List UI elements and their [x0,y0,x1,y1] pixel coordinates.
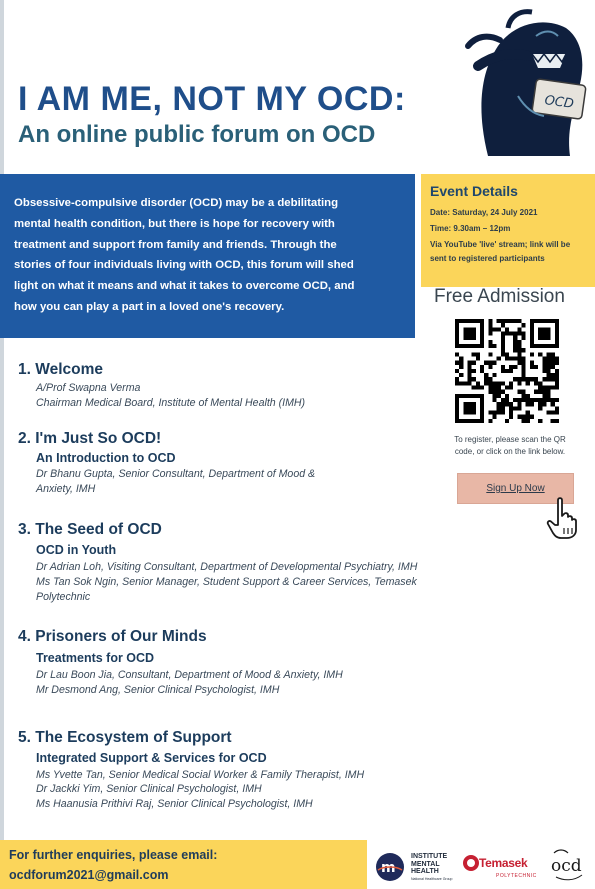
imh-logo-line: INSTITUTE [411,853,448,860]
speaker-line: Anxiety, IMH [36,483,96,495]
speaker-line: Polytechnic [36,591,91,603]
event-date: Date: Saturday, 24 July 2021 [430,208,538,217]
section-title: 1. Welcome [18,361,104,378]
hero-illustration [448,6,592,166]
register-instructions [430,434,590,458]
section-subtitle: Integrated Support & Services for OCD [36,751,267,765]
register-line: code, or click on the link below. [454,447,566,456]
enquiry-email-link[interactable]: ocdforum2021@gmail.com [9,868,169,882]
intro-line: treatment and support from family and friends. Through the [14,238,337,251]
page-subtitle: An online public forum on OCD [18,121,376,148]
free-admission-label: Free Admission [434,286,565,307]
speaker-line: A/Prof Swapna Verma [36,382,141,394]
section-title: 3. The Seed of OCD [18,521,162,538]
svg-text:m: m [381,860,396,876]
speaker-line: Dr Adrian Loh, Visiting Consultant, Department of Developmental Psychiatry, IMH [36,561,418,573]
section-subtitle: Treatments for OCD [36,651,155,665]
section-subtitle: An Introduction to OCD [36,451,176,465]
speaker-line: Dr Bhanu Gupta, Senior Consultant, Department of Mood & [36,468,316,480]
intro-line: Obsessive-compulsive disorder (OCD) may be a debilitating [14,197,339,209]
event-stream-line: sent to registered participants [430,254,545,263]
hand-pointer-icon [545,496,581,540]
imh-logo-subtext: National Healthcare Group [411,877,453,881]
speaker-line: Ms Tan Sok Ngin, Senior Manager, Student Support & Career Services, Temasek [36,576,417,588]
qr-code[interactable] [455,319,559,423]
intro-line: how you can play a part in a loved one's recovery. [14,300,285,313]
speaker-line: Chairman Medical Board, Institute of Mental Health (IMH) [36,397,306,409]
speaker-line: Mr Desmond Ang, Senior Clinical Psychologist, IMH [36,684,280,696]
page-title: I AM ME, NOT MY OCD: [18,80,406,118]
section-title: 4. Prisoners of Our Minds [18,628,207,645]
speaker-line: Dr Jackki Yim, Senior Clinical Psychologist, IMH [36,783,262,795]
ocd-network-logo [548,845,588,885]
event-stream-line: Via YouTube 'live' stream; link will be [430,240,571,249]
intro-text [14,193,409,318]
temasek-logo-text: Temasek [479,856,528,870]
enquiry-label: For further enquiries, please email: [9,848,218,862]
register-line: To register, please scan the QR [454,435,566,444]
section-subtitle: OCD in Youth [36,543,117,557]
intro-line: light on what it means and what it takes to overcome OCD, and [14,280,355,293]
sign-up-button[interactable]: Sign Up Now [457,473,574,504]
intro-line: stories of four individuals living with OCD, this forum will shed [14,259,354,272]
temasek-logo-subtext: POLYTECHNIC [496,873,537,879]
page-edge-divider [0,0,4,889]
intro-line: mental health condition, but there is hope for recovery with [14,217,335,230]
section-title: 2. I'm Just So OCD! [18,430,162,447]
imh-logo-line: HEALTH [411,868,439,875]
section-title: 5. The Ecosystem of Support [18,729,232,746]
speaker-line: Ms Haanusia Prithivi Raj, Senior Clinical Psychologist, IMH [36,798,313,810]
event-details-title: Event Details [430,183,518,199]
ocd-logo-text: ocd [551,856,582,876]
imh-logo-text [411,853,447,876]
imh-logo-line: MENTAL [411,860,440,868]
hero-badge-text: OCD [543,93,575,113]
speaker-line: Ms Yvette Tan, Senior Medical Social Worker & Family Therapist, IMH [36,769,365,781]
speaker-line: Dr Lau Boon Jia, Consultant, Department of Mood & Anxiety, IMH [36,669,343,681]
event-time: Time: 9.30am – 12pm [430,224,511,233]
